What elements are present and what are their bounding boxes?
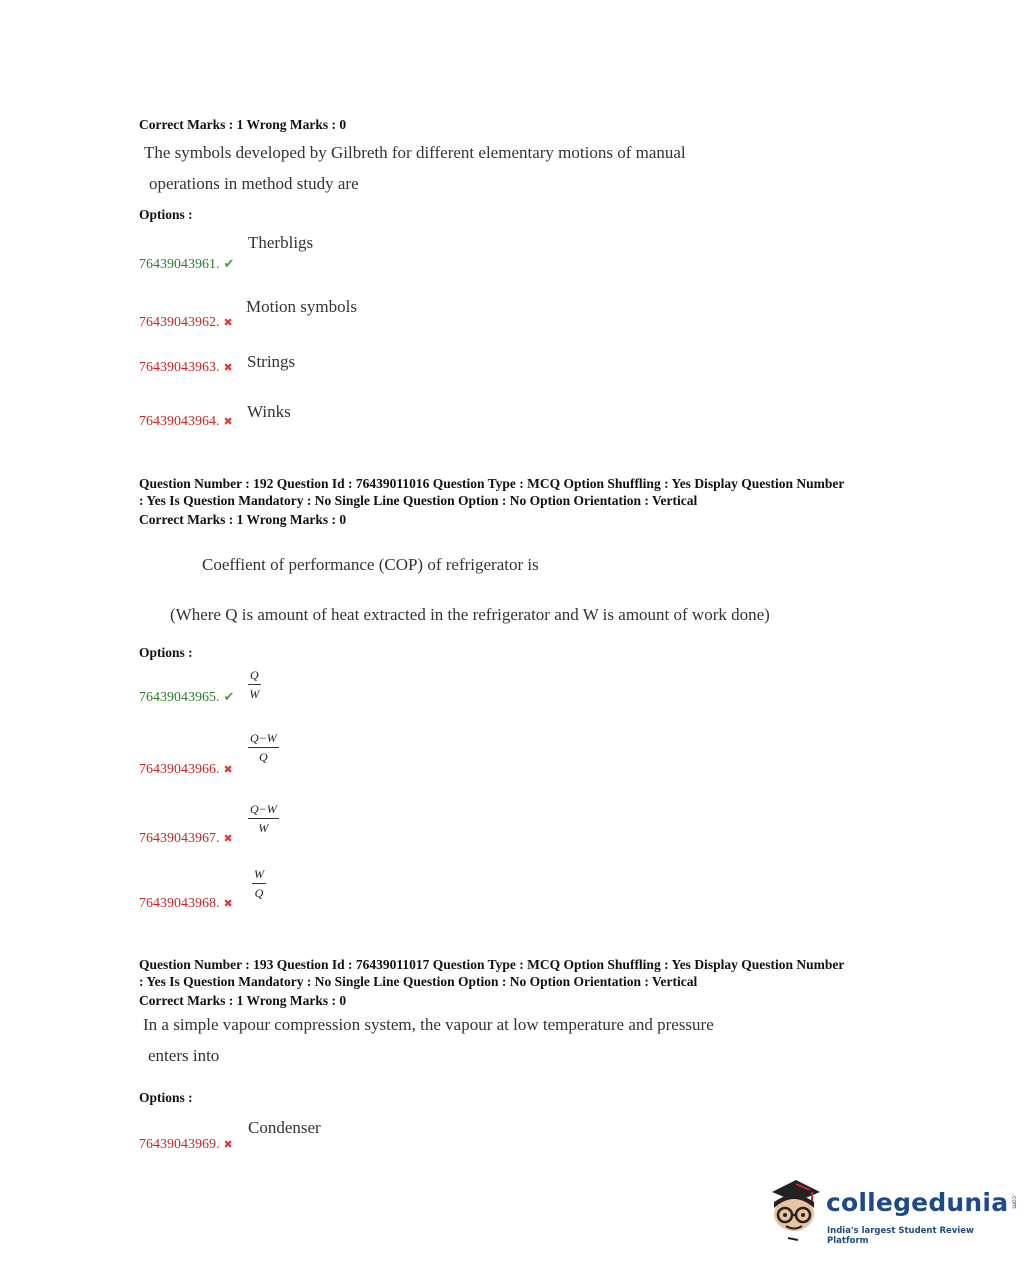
option-id: 76439043964. (139, 414, 220, 429)
q191-stem-line1: The symbols developed by Gilbreth for different elementary motions of manual (144, 143, 686, 162)
q193-option-1-row (139, 1135, 233, 1153)
q191-option-2-text: Motion symbols (246, 297, 357, 316)
cross-icon: ✖ (223, 1139, 233, 1151)
logo-suffix: .com (1010, 1194, 1018, 1209)
logo-wordmark: collegedunia (826, 1188, 1009, 1217)
option-id: 76439043961. (139, 257, 220, 272)
collegedunia-logo[interactable] (766, 1178, 1018, 1246)
q192-stem-line1: Coeffient of performance (COP) of refrigerator is (202, 555, 539, 574)
q193-header-line1: Question Number : 193 Question Id : 76439011017 Question Type : MCQ Option Shuffling : Yes Display Question Number (139, 957, 845, 972)
option-id: 76439043965. (139, 690, 220, 705)
option-id: 76439043962. (139, 315, 220, 330)
q193-options-label: Options : (139, 1090, 193, 1105)
q191-option-4-text: Winks (247, 402, 291, 421)
q191-options-label: Options : (139, 207, 193, 222)
cross-icon: ✖ (223, 416, 233, 428)
q192-option-4-fraction (252, 867, 266, 901)
q193-option-1-text: Condenser (248, 1118, 321, 1137)
check-icon: ✔ (223, 256, 235, 271)
q192-option-2-fraction (248, 731, 279, 765)
option-id: 76439043967. (139, 831, 220, 846)
q191-option-3-text: Strings (247, 352, 296, 371)
denominator: W (249, 687, 260, 701)
logo-tagline: India's largest Student Review Platform (827, 1226, 974, 1246)
q192-option-1-fraction (248, 668, 261, 702)
q191-option-2-row (139, 313, 233, 331)
q192-option-3-row (139, 829, 233, 847)
numerator: W (252, 867, 266, 884)
denominator: W (258, 821, 269, 835)
option-id: 76439043969. (139, 1137, 220, 1152)
q192-option-2-row (139, 760, 233, 778)
denominator: Q (254, 886, 264, 900)
q192-options-label: Options : (139, 645, 193, 660)
cross-icon: ✖ (223, 362, 233, 374)
cross-icon: ✖ (223, 833, 233, 845)
option-id: 76439043963. (139, 360, 220, 375)
q192-header-line1: Question Number : 192 Question Id : 76439011016 Question Type : MCQ Option Shuffling : Yes Display Question Number (139, 476, 845, 491)
q192-option-4-row (139, 894, 233, 912)
cross-icon: ✖ (223, 317, 233, 329)
q191-option-1-text: Therbligs (248, 233, 314, 252)
q193-marks: Correct Marks : 1 Wrong Marks : 0 (139, 993, 347, 1008)
option-id: 76439043966. (139, 762, 220, 777)
numerator: Q (248, 668, 261, 685)
option-id: 76439043968. (139, 896, 220, 911)
mascot-icon (766, 1178, 822, 1244)
cross-icon: ✖ (223, 764, 233, 776)
q192-marks: Correct Marks : 1 Wrong Marks : 0 (139, 512, 347, 527)
numerator: Q−W (248, 802, 279, 819)
q192-option-3-fraction (248, 802, 279, 836)
q193-stem-line2: enters into (148, 1046, 220, 1065)
q192-option-1-row (139, 688, 234, 706)
q191-option-4-row (139, 412, 233, 430)
check-icon: ✔ (223, 689, 235, 704)
q192-header-line2: : Yes Is Question Mandatory : No Single Line Question Option : No Option Orientation : Vertical (139, 493, 698, 508)
q193-stem-line1: In a simple vapour compression system, the vapour at low temperature and pressure (143, 1015, 714, 1034)
q191-option-3-row (139, 358, 233, 376)
q191-marks: Correct Marks : 1 Wrong Marks : 0 (139, 117, 347, 132)
q193-header-line2: : Yes Is Question Mandatory : No Single Line Question Option : No Option Orientation : Vertical (139, 974, 698, 989)
denominator: Q (259, 750, 268, 764)
q191-option-1-row (139, 255, 234, 273)
numerator: Q−W (248, 731, 279, 748)
q191-stem-line2: operations in method study are (149, 174, 359, 193)
cross-icon: ✖ (223, 898, 233, 910)
q192-stem-line2: (Where Q is amount of heat extracted in the refrigerator and W is amount of work done) (170, 605, 770, 624)
